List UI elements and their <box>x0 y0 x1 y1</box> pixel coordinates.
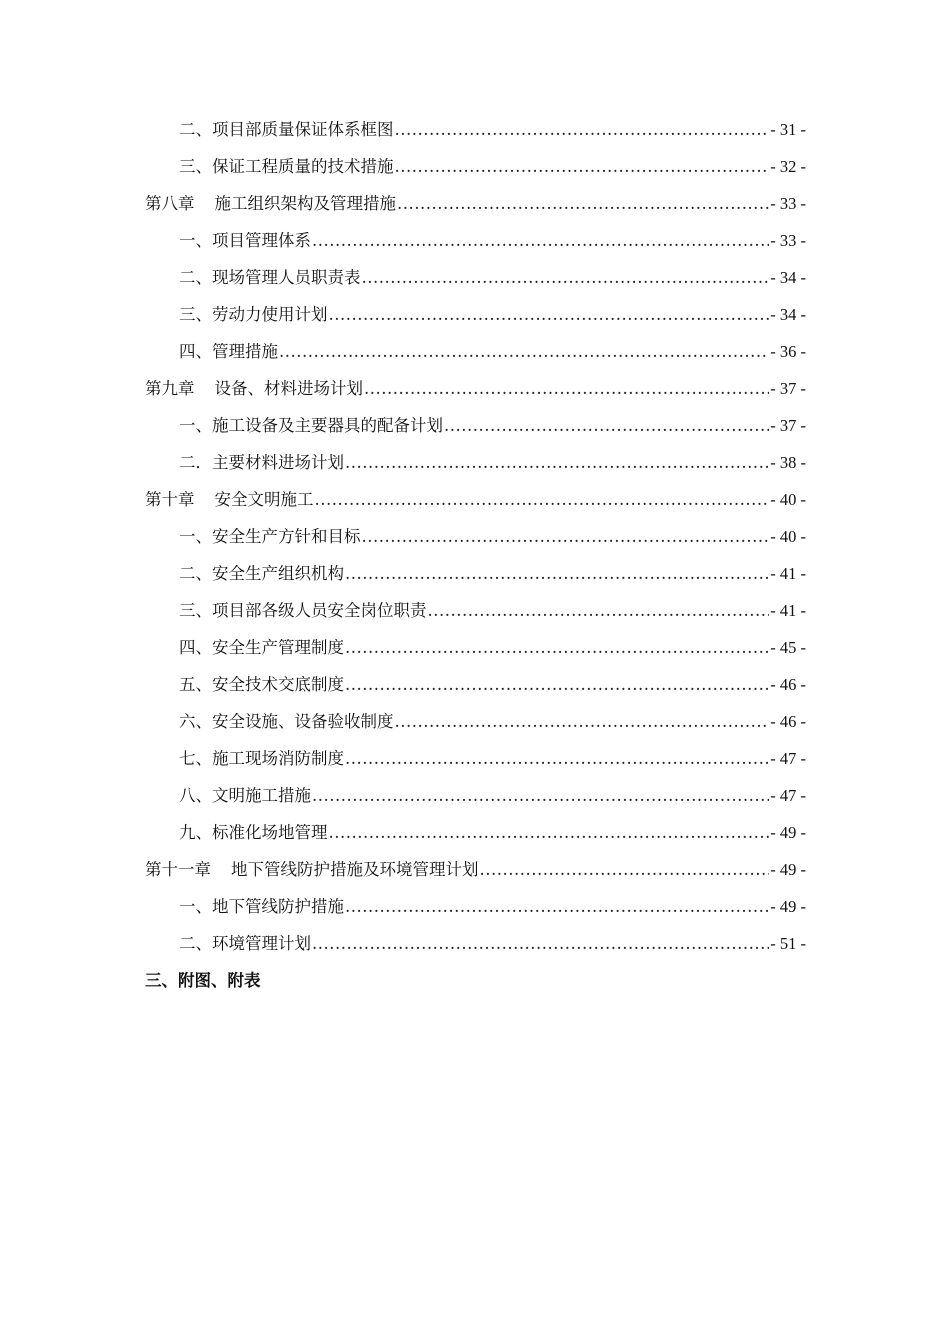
toc-dot-leader <box>345 629 769 666</box>
toc-dot-leader <box>444 407 769 444</box>
toc-section-entry[interactable] <box>145 333 806 370</box>
toc-entry-title <box>179 740 344 777</box>
toc-page-number: - 34 - <box>770 305 806 324</box>
toc-page-number: - 33 - <box>770 231 806 250</box>
toc-page-number: - 31 - <box>770 120 806 139</box>
toc-chapter-entry[interactable] <box>145 370 806 407</box>
toc-page-number: - 38 - <box>770 453 806 472</box>
toc-chapter-number: 第八章 <box>145 194 195 213</box>
toc-entry-title <box>179 148 394 185</box>
toc-page-number: - 49 - <box>770 823 806 842</box>
toc-page-number: - 37 - <box>770 416 806 435</box>
toc-entry-title <box>145 370 363 407</box>
toc-page-number: - 36 - <box>770 342 806 361</box>
toc-section-entry[interactable] <box>145 777 806 814</box>
toc-entry-text: 一、施工设备及主要器具的配备计划 <box>179 416 443 435</box>
toc-entry-title <box>179 555 344 592</box>
toc-entry-title <box>179 777 311 814</box>
toc-entry-title <box>179 592 427 629</box>
toc-entry-title <box>179 925 311 962</box>
toc-entry-text: 安全文明施工 <box>214 490 314 509</box>
toc-entry-title <box>179 111 394 148</box>
toc-dot-leader <box>345 555 769 592</box>
toc-dot-leader <box>315 481 770 518</box>
toc-dot-leader <box>428 592 770 629</box>
toc-dot-leader <box>312 925 769 962</box>
toc-page-number: - 37 - <box>770 379 806 398</box>
toc-dot-leader <box>362 518 770 555</box>
toc-page-number: - 34 - <box>770 268 806 287</box>
toc-chapter-entry[interactable] <box>145 185 806 222</box>
appendix-heading: 三、附图、附表 <box>145 971 261 990</box>
toc-section-entry[interactable] <box>145 555 806 592</box>
toc-section-entry[interactable] <box>145 259 806 296</box>
toc-page-number: - 49 - <box>770 860 806 879</box>
toc-section-entry[interactable] <box>145 111 806 148</box>
toc-section-entry[interactable] <box>145 222 806 259</box>
toc-section-entry[interactable] <box>145 666 806 703</box>
toc-page-number: - 45 - <box>770 638 806 657</box>
toc-entry-title <box>179 444 344 481</box>
toc-entry-title <box>179 407 443 444</box>
toc-page-number: - 40 - <box>770 527 806 546</box>
toc-section-entry[interactable] <box>145 740 806 777</box>
toc-dot-leader <box>364 370 769 407</box>
toc-section-entry[interactable] <box>145 629 806 666</box>
toc-entry-text: 七、施工现场消防制度 <box>179 749 344 768</box>
toc-entry-text: 九、标准化场地管理 <box>179 823 328 842</box>
toc-dot-leader <box>312 777 769 814</box>
toc-entry-title <box>179 703 394 740</box>
toc-page-number: - 41 - <box>770 564 806 583</box>
toc-entry-title <box>179 629 344 666</box>
toc-chapter-entry[interactable] <box>145 481 806 518</box>
toc-entry-text: 四、管理措施 <box>179 342 278 361</box>
toc-dot-leader <box>395 111 770 148</box>
toc-entry-text: 一、地下管线防护措施 <box>179 897 344 916</box>
toc-entry-title <box>179 888 344 925</box>
toc-page-number: - 40 - <box>770 490 806 509</box>
toc-entry-title <box>179 333 278 370</box>
toc-entry-text: 八、文明施工措施 <box>179 786 311 805</box>
toc-entry-title <box>145 851 479 888</box>
toc-entry-text: 三、项目部各级人员安全岗位职责 <box>179 601 427 620</box>
toc-page-number: - 46 - <box>770 675 806 694</box>
toc-chapter-entry[interactable] <box>145 851 806 888</box>
toc-chapter-number: 第十章 <box>145 490 195 509</box>
toc-dot-leader <box>345 444 769 481</box>
toc-dot-leader <box>480 851 770 888</box>
toc-chapter-number: 第十一章 <box>145 860 211 879</box>
toc-dot-leader <box>279 333 769 370</box>
toc-section-entry[interactable] <box>145 703 806 740</box>
toc-section-entry[interactable] <box>145 592 806 629</box>
toc-entry-text: 一、项目管理体系 <box>179 231 311 250</box>
toc-page-number: - 47 - <box>770 749 806 768</box>
toc-section-entry[interactable] <box>145 407 806 444</box>
toc-entry-title <box>145 481 314 518</box>
toc-section-entry[interactable] <box>145 148 806 185</box>
toc-dot-leader <box>345 888 769 925</box>
toc-entry-text: 四、安全生产管理制度 <box>179 638 344 657</box>
toc-entry-title <box>179 666 344 703</box>
toc-entry-text: 设备、材料进场计划 <box>214 379 363 398</box>
toc-entry-text: 五、安全技术交底制度 <box>179 675 344 694</box>
toc-page-number: - 46 - <box>770 712 806 731</box>
toc-entry-title <box>179 259 361 296</box>
toc-entry-text: 一、安全生产方针和目标 <box>179 527 361 546</box>
toc-entry-title <box>145 185 396 222</box>
toc-entry-text: 二、环境管理计划 <box>179 934 311 953</box>
toc-entry-text: 二、现场管理人员职责表 <box>179 268 361 287</box>
toc-dot-leader <box>362 259 770 296</box>
toc-entry-text: 二．主要材料进场计划 <box>179 453 344 472</box>
toc-section-entry[interactable] <box>145 814 806 851</box>
toc-page-number: - 49 - <box>770 897 806 916</box>
toc-entry-title <box>179 296 328 333</box>
toc-section-entry[interactable] <box>145 296 806 333</box>
toc-dot-leader <box>345 666 769 703</box>
toc-page-number: - 47 - <box>770 786 806 805</box>
toc-chapter-number: 第九章 <box>145 379 195 398</box>
toc-entry-title <box>179 222 311 259</box>
toc-entry-text: 施工组织架构及管理措施 <box>214 194 396 213</box>
toc-entry-title <box>179 518 361 555</box>
toc-entry-text: 地下管线防护措施及环境管理计划 <box>231 860 479 879</box>
table-of-contents <box>145 111 806 962</box>
toc-entry-text: 三、劳动力使用计划 <box>179 305 328 324</box>
toc-dot-leader <box>397 185 769 222</box>
toc-dot-leader <box>329 814 770 851</box>
toc-page-number: - 32 - <box>770 157 806 176</box>
toc-entry-text: 二、安全生产组织机构 <box>179 564 344 583</box>
toc-entry-title <box>179 814 328 851</box>
toc-section-entry[interactable] <box>145 888 806 925</box>
toc-entry-text: 六、安全设施、设备验收制度 <box>179 712 394 731</box>
toc-section-entry[interactable] <box>145 925 806 962</box>
toc-dot-leader <box>345 740 769 777</box>
toc-dot-leader <box>395 703 770 740</box>
toc-dot-leader <box>312 222 769 259</box>
toc-dot-leader <box>329 296 770 333</box>
toc-page-number: - 41 - <box>770 601 806 620</box>
toc-dot-leader <box>395 148 770 185</box>
toc-page-number: - 51 - <box>770 934 806 953</box>
toc-section-entry[interactable] <box>145 518 806 555</box>
toc-entry-text: 三、保证工程质量的技术措施 <box>179 157 394 176</box>
toc-entry-text: 二、项目部质量保证体系框图 <box>179 120 394 139</box>
toc-page-number: - 33 - <box>770 194 806 213</box>
toc-section-entry[interactable] <box>145 444 806 481</box>
